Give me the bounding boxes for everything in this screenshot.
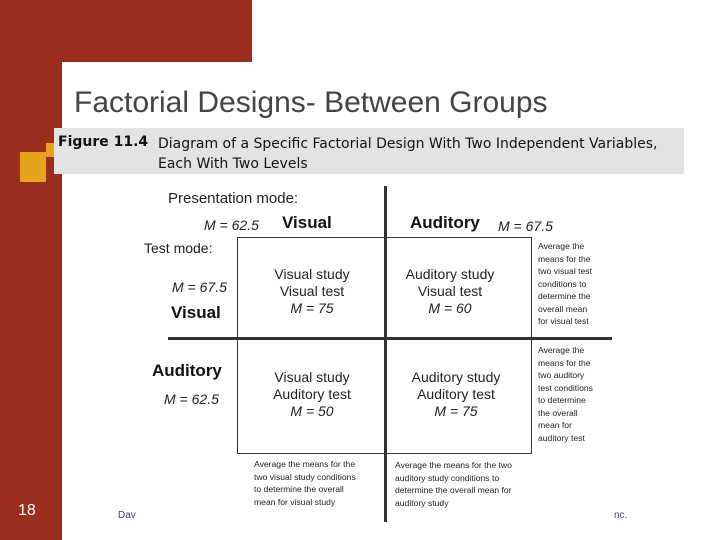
note-line: auditory study conditions to (395, 472, 500, 483)
caption-line-1: Diagram of a Specific Factorial Design With Two Independent Variables, (158, 136, 658, 152)
figure-caption-text (158, 134, 657, 174)
note-line: Average the means for the (254, 459, 356, 469)
visual-row-mean: M = 67.5 (172, 279, 227, 295)
note-visual-study (254, 458, 382, 508)
left-accent-bar (0, 0, 62, 540)
cell-line: Auditory study (405, 266, 495, 282)
cell-line: Auditory study (411, 369, 501, 385)
note-line: mean for visual study (254, 496, 336, 507)
note-line: Average the (538, 345, 585, 355)
footer-text-left: Dav (118, 510, 136, 521)
note-line: for visual test (538, 316, 589, 326)
note-line: test conditions (538, 382, 593, 393)
accent-square (20, 152, 46, 182)
note-line: to determine the overall (254, 484, 344, 494)
visual-column-label: Visual (282, 213, 332, 232)
note-line: determine the (538, 291, 591, 301)
visual-column-mean: M = 62.5 (204, 217, 259, 233)
cell-line: Visual study (274, 266, 350, 282)
figure-label: Figure 11.4 (58, 134, 149, 150)
note-auditory-study (395, 459, 535, 509)
cell-line: Auditory test (273, 386, 351, 402)
note-line: determine the overall mean for (395, 485, 512, 495)
test-mode-label: Test mode: (144, 240, 213, 256)
note-visual-test (538, 240, 610, 328)
auditory-column-mean: M = 67.5 (498, 218, 553, 234)
caption-line-2: Each With Two Levels (158, 156, 308, 172)
note-line: auditory study (395, 497, 449, 508)
footer-text-right: nc. (614, 510, 628, 521)
note-line: two visual study conditions (254, 471, 356, 482)
note-auditory-test (538, 344, 610, 444)
top-accent-bar (0, 0, 252, 62)
auditory-column-label: Auditory (410, 213, 480, 232)
visual-row-label: Visual (171, 303, 221, 322)
note-line: overall mean (538, 303, 588, 314)
note-line: conditions to (538, 278, 587, 289)
cell-line: Auditory test (417, 386, 495, 402)
cell-mean: M = 60 (428, 300, 472, 316)
page-number: 18 (18, 502, 36, 519)
note-line: the overall (538, 407, 578, 418)
cell-auditory-study-visual-test (394, 266, 506, 317)
presentation-mode-label: Presentation mode: (168, 190, 299, 207)
cell-auditory-study-auditory-test (394, 369, 518, 420)
note-line: to determine (538, 395, 586, 405)
cell-visual-study-visual-test (247, 266, 377, 317)
note-line: Average the means for the two (395, 460, 512, 470)
auditory-row-label: Auditory (152, 361, 222, 380)
note-line: two visual test (538, 266, 592, 276)
slide-title: Factorial Designs- Between Groups (74, 86, 548, 119)
cell-mean: M = 75 (290, 300, 334, 316)
horizontal-divider (168, 337, 612, 340)
cell-line: Visual study (274, 369, 350, 385)
vertical-divider (384, 186, 387, 522)
note-line: means for the (538, 357, 591, 368)
cell-mean: M = 50 (290, 403, 334, 419)
cell-line: Visual test (279, 283, 345, 299)
cell-mean: M = 75 (434, 403, 478, 419)
note-line: two auditory (538, 370, 585, 380)
cell-line: Visual test (417, 283, 483, 299)
note-line: Average the (538, 241, 585, 251)
cell-visual-study-auditory-test (247, 369, 377, 420)
note-line: means for the (538, 253, 591, 264)
auditory-row-mean: M = 62.5 (164, 391, 219, 407)
note-line: auditory test (538, 432, 585, 443)
note-line: mean for (538, 420, 572, 430)
figure-caption (54, 128, 684, 174)
